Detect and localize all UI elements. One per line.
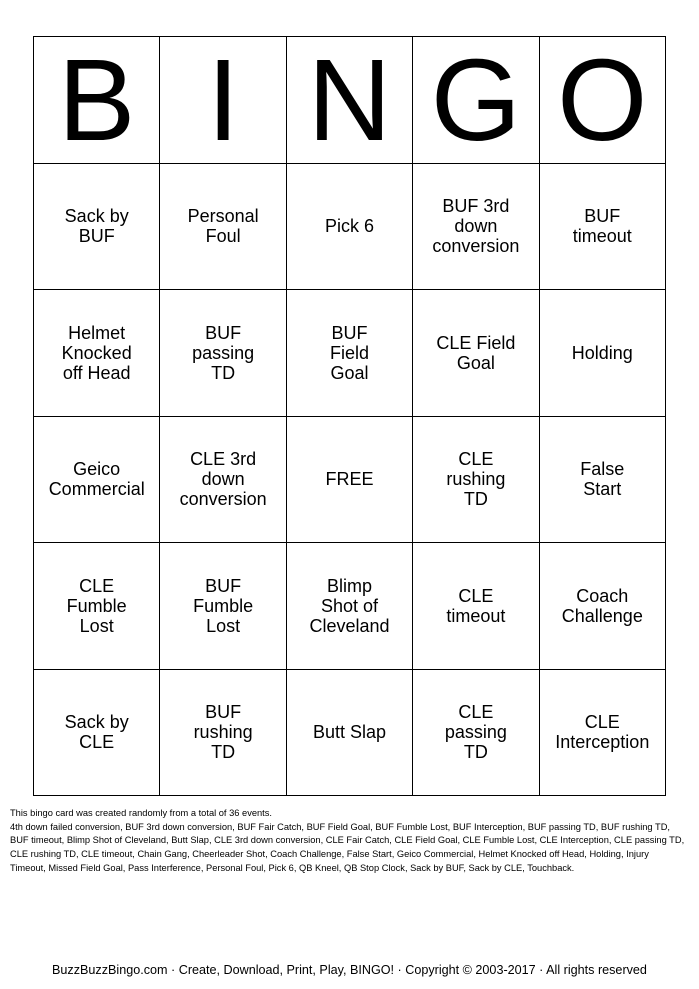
bingo-square: CLE timeout	[413, 543, 539, 670]
card-summary: This bingo card was created randomly from a total of 36 events.	[10, 808, 272, 818]
bingo-square: Sack by CLE	[34, 670, 160, 797]
header-letter-o: O	[540, 37, 666, 164]
bingo-square: Blimp Shot of Cleveland	[287, 543, 413, 670]
bingo-square: CLE passing TD	[413, 670, 539, 797]
event-list: 4th down failed conversion, BUF 3rd down conversion, BUF Fair Catch, BUF Field Goal, BUF Fumble Lost, BUF Interception, BUF passing TD, BUF rushing TD, BUF timeout, Blimp Shot of Cleveland, Butt Slap, CLE 3rd down conversion, CLE Fair Catch, CLE Field Goal, CLE Fumble Lost, CLE Interception, CLE passing TD, CLE rushing TD, CLE timeout, Chain Gang, Cheerleader Shot, Coach Challenge, False Start, Geico Commercial, Helmet Knocked off Head, Holding, Injury Timeout, Missed Field Goal, Pass Interference, Personal Foul, Pick 6, QB Kneel, QB Stop Clock, Sack by BUF, Sack by CLE, Touchback.	[10, 821, 685, 873]
bingo-square: BUF Fumble Lost	[160, 543, 286, 670]
bingo-square: Helmet Knocked off Head	[34, 290, 160, 417]
bingo-square: BUF timeout	[540, 164, 666, 291]
bingo-square: Pick 6	[287, 164, 413, 291]
bingo-square: CLE rushing TD	[413, 417, 539, 544]
bingo-square: Holding	[540, 290, 666, 417]
bingo-square: Butt Slap	[287, 670, 413, 797]
free-square: FREE	[287, 417, 413, 544]
header-letter-b: B	[34, 37, 160, 164]
page-footer: BuzzBuzzBingo.com · Create, Download, Print, Play, BINGO! · Copyright © 2003-2017 · All rights reserved	[52, 963, 647, 977]
bingo-square: BUF 3rd down conversion	[413, 164, 539, 291]
bingo-square: Personal Foul	[160, 164, 286, 291]
bingo-square: CLE Interception	[540, 670, 666, 797]
bingo-square: CLE Fumble Lost	[34, 543, 160, 670]
bingo-square: CLE 3rd down conversion	[160, 417, 286, 544]
header-letter-g: G	[413, 37, 539, 164]
bingo-square: BUF rushing TD	[160, 670, 286, 797]
bingo-square: False Start	[540, 417, 666, 544]
bingo-square: Geico Commercial	[34, 417, 160, 544]
bingo-square: Coach Challenge	[540, 543, 666, 670]
bingo-card	[33, 36, 666, 796]
bingo-square: CLE Field Goal	[413, 290, 539, 417]
header-letter-n: N	[287, 37, 413, 164]
bingo-square: BUF Field Goal	[287, 290, 413, 417]
header-letter-i: I	[160, 37, 286, 164]
bingo-square: Sack by BUF	[34, 164, 160, 291]
card-info	[10, 807, 686, 876]
bingo-square: BUF passing TD	[160, 290, 286, 417]
